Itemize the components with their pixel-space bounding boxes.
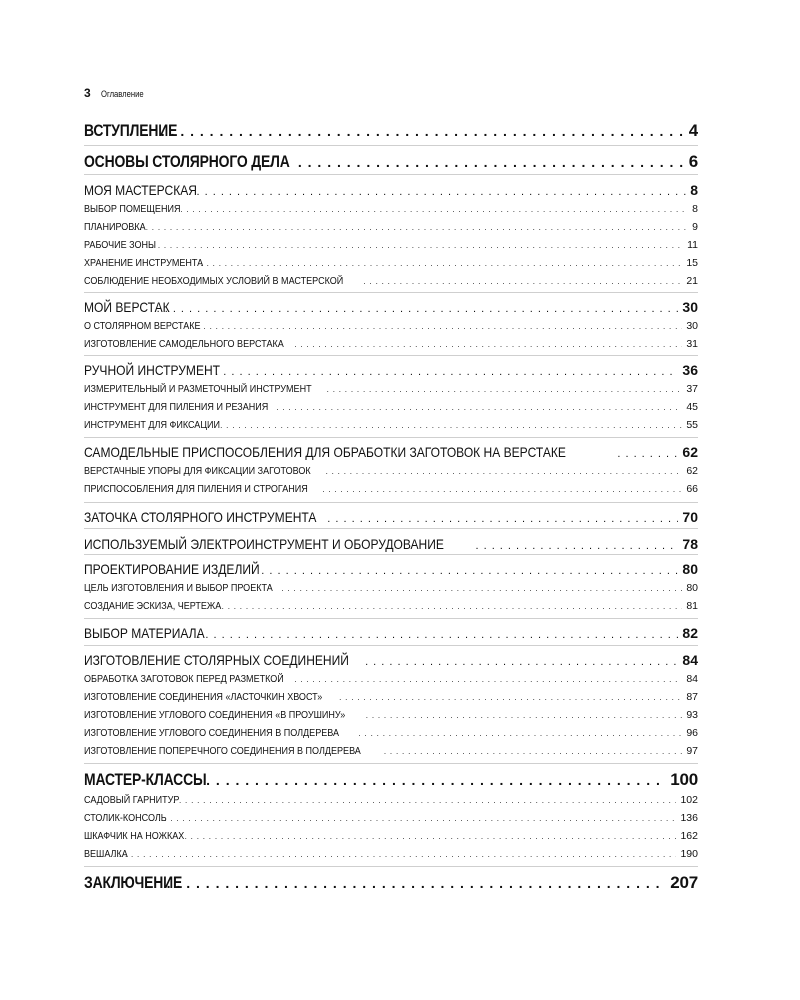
toc-entry-title: ВЕРСТАЧНЫЕ УПОРЫ ДЛЯ ФИКСАЦИИ ЗАГОТОВОК [84, 465, 311, 477]
toc-entry-page: 11 [687, 239, 698, 251]
toc-entry-page: 37 [686, 383, 698, 395]
toc-entry[interactable] [84, 152, 698, 172]
toc-dot-leader [365, 656, 678, 668]
toc-entry-title: ВЫБОР ПОМЕЩЕНИЯ [84, 203, 181, 215]
toc-entry-page: 84 [686, 673, 698, 685]
toc-entry-title: ВСТУПЛЕНИЕ [84, 121, 178, 140]
toc-entry-page: 84 [682, 652, 698, 668]
toc-entry-title: ОСНОВЫ СТОЛЯРНОГО ДЕЛА [84, 152, 290, 171]
toc-entry-page: 30 [686, 320, 698, 332]
toc-dot-leader [188, 186, 686, 198]
toc-entry[interactable] [84, 299, 698, 315]
toc-entry[interactable] [84, 221, 698, 233]
toc-dot-leader [294, 340, 682, 349]
toc-dot-leader [134, 223, 689, 232]
toc-entry[interactable] [84, 561, 698, 577]
toc-entry-page: 45 [686, 401, 698, 413]
toc-dot-leader [322, 485, 682, 494]
toc-dot-leader [359, 729, 683, 738]
toc-dot-leader [220, 421, 682, 430]
toc-entry-page: 190 [680, 848, 698, 860]
toc-dot-leader [366, 711, 683, 720]
section-divider [84, 355, 698, 356]
toc-entry-page: 31 [686, 338, 698, 350]
toc-entry[interactable] [84, 536, 698, 552]
toc-dot-leader [276, 403, 682, 412]
section-divider [84, 554, 698, 555]
toc-dot-leader [261, 565, 678, 577]
toc-entry-title: ШКАФЧИК НА НОЖКАХ [84, 830, 185, 842]
toc-dot-leader [179, 832, 677, 841]
toc-entry-page: 9 [692, 221, 698, 233]
toc-entry[interactable] [84, 727, 698, 739]
toc-entry[interactable] [84, 239, 698, 251]
toc-entry-title: ИСПОЛЬЗУЕМЫЙ ЭЛЕКТРОИНСТРУМЕНТ И ОБОРУДОВАНИЕ [84, 536, 444, 552]
toc-entry[interactable] [84, 873, 698, 893]
toc-entry[interactable] [84, 600, 698, 612]
toc-entry-title: СОЗДАНИЕ ЭСКИЗА, ЧЕРТЕЖА [84, 600, 222, 612]
running-head [84, 86, 151, 100]
toc-entry[interactable] [84, 582, 698, 594]
toc-entry-title: МАСТЕР-КЛАССЫ [84, 770, 207, 789]
toc-entry-title: ИЗГОТОВЛЕНИЕ УГЛОВОГО СОЕДИНЕНИЯ В ПОЛДЕРЕВА [84, 727, 340, 739]
toc-entry-title: ИЗМЕРИТЕЛЬНЫЙ И РАЗМЕТОЧНЫЙ ИНСТРУМЕНТ [84, 383, 312, 395]
toc-entry[interactable] [84, 830, 698, 842]
toc-entry[interactable] [84, 320, 698, 332]
toc-entry-title: ВЕШАЛКА [84, 848, 128, 860]
toc-entry-title: ОБРАБОТКА ЗАГОТОВОК ПЕРЕД РАЗМЕТКОЙ [84, 673, 284, 685]
toc-entry-page: 102 [680, 794, 698, 806]
toc-entry-title: СТОЛИК-КОНСОЛЬ [84, 812, 167, 824]
toc-dot-leader [222, 602, 683, 611]
toc-dot-leader [113, 850, 677, 859]
toc-entry-title: ИНСТРУМЕНТ ДЛЯ ПИЛЕНИЯ И РЕЗАНИЯ [84, 401, 269, 413]
section-divider [84, 292, 698, 293]
toc-entry[interactable] [84, 794, 698, 806]
toc-entry[interactable] [84, 673, 698, 685]
toc-dot-leader [196, 772, 666, 788]
toc-entry-page: 6 [688, 152, 698, 171]
toc-entry-page: 80 [686, 582, 698, 594]
toc-entry[interactable] [84, 444, 698, 460]
toc-entry[interactable] [84, 745, 698, 757]
toc-dot-leader [174, 205, 688, 214]
toc-entry[interactable] [84, 483, 698, 495]
toc-dot-leader [364, 277, 683, 286]
toc-entry[interactable] [84, 257, 698, 269]
toc-entry-page: 100 [670, 770, 698, 789]
toc-entry-title: МОЙ ВЕРСТАК [84, 299, 170, 315]
toc-dot-leader [197, 629, 678, 641]
toc-dot-leader [167, 875, 667, 891]
toc-entry-title: ЦЕЛЬ ИЗГОТОВЛЕНИЯ И ВЫБОР ПРОЕКТА [84, 582, 273, 594]
section-divider [84, 618, 698, 619]
toc-dot-leader [327, 513, 678, 525]
toc-dot-leader [157, 303, 679, 315]
section-divider [84, 645, 698, 646]
toc-entry-title: ВЫБОР МАТЕРИАЛА [84, 625, 205, 641]
toc-entry-title: ЗАТОЧКА СТОЛЯРНОГО ИНСТРУМЕНТА [84, 509, 317, 525]
toc-entry[interactable] [84, 848, 698, 860]
toc-entry-page: 36 [682, 362, 698, 378]
toc-entry-title: ПРИСПОСОБЛЕНИЯ ДЛЯ ПИЛЕНИЯ И СТРОГАНИЯ [84, 483, 308, 495]
toc-dot-leader [475, 540, 678, 552]
toc-entry[interactable] [84, 465, 698, 477]
toc-entry[interactable] [84, 770, 698, 790]
toc-entry-title: САМОДЕЛЬНЫЕ ПРИСПОСОБЛЕНИЯ ДЛЯ ОБРАБОТКИ ЗАГОТОВОК НА ВЕРСТАКЕ [84, 444, 566, 460]
toc-entry-title: ИНСТРУМЕНТ ДЛЯ ФИКСАЦИИ [84, 419, 221, 431]
toc-dot-leader [158, 814, 676, 823]
toc-entry-title: ИЗГОТОВЛЕНИЕ ПОПЕРЕЧНОГО СОЕДИНЕНИЯ В ПОЛДЕРЕВА [84, 745, 361, 757]
toc-entry-title: ИЗГОТОВЛЕНИЕ САМОДЕЛЬНОГО ВЕРСТАКА [84, 338, 284, 350]
toc-entry-page: 87 [686, 691, 698, 703]
toc-entry-title: ИЗГОТОВЛЕНИЕ СОЕДИНЕНИЯ «ЛАСТОЧКИН ХВОСТ» [84, 691, 323, 703]
toc-dot-leader [173, 796, 677, 805]
toc-entry-title: ЗАКЛЮЧЕНИЕ [84, 873, 183, 892]
toc-entry-title: МОЯ МАСТЕРСКАЯ [84, 182, 197, 198]
toc-entry-page: 78 [682, 536, 698, 552]
toc-entry-page: 8 [690, 182, 698, 198]
section-divider [84, 528, 698, 529]
section-divider [84, 145, 698, 146]
toc-entry-title: ИЗГОТОВЛЕНИЕ УГЛОВОГО СОЕДИНЕНИЯ «В ПРОУШИНУ» [84, 709, 346, 721]
toc-entry-page: 62 [682, 444, 698, 460]
toc-entry[interactable] [84, 338, 698, 350]
toc-dot-leader [327, 385, 683, 394]
toc-dot-leader [298, 154, 685, 170]
toc-entry-page: 136 [680, 812, 698, 824]
toc-entry-page: 55 [686, 419, 698, 431]
toc-entry-title: ХРАНЕНИЕ ИНСТРУМЕНТА [84, 257, 204, 269]
toc-entry[interactable] [84, 383, 698, 395]
toc-dot-leader [326, 467, 683, 476]
toc-entry-title: О СТОЛЯРНОМ ВЕРСТАКЕ [84, 320, 201, 332]
section-divider [84, 437, 698, 438]
toc-entry[interactable] [84, 812, 698, 824]
toc-entry-page: 82 [682, 625, 698, 641]
toc-dot-leader [281, 584, 682, 593]
toc-dot-leader [201, 259, 683, 268]
toc-entry[interactable] [84, 275, 698, 287]
toc-entry-title: РУЧНОЙ ИНСТРУМЕНТ [84, 362, 221, 378]
section-divider [84, 866, 698, 867]
toc-entry-page: 15 [686, 257, 698, 269]
toc-dot-leader [294, 675, 682, 684]
running-title: Оглавление [100, 89, 144, 99]
section-divider [84, 502, 698, 503]
toc-entry[interactable] [84, 401, 698, 413]
toc-entry-page: 70 [682, 509, 698, 525]
toc-entry-page: 96 [686, 727, 698, 739]
toc-dot-leader [215, 366, 678, 378]
toc-entry[interactable] [84, 509, 698, 525]
toc-dot-leader [198, 322, 683, 331]
toc-entry-page: 93 [686, 709, 698, 721]
toc-entry-page: 81 [686, 600, 698, 612]
toc-dot-leader [146, 241, 683, 250]
toc-entry-title: САДОВЫЙ ГАРНИТУР [84, 794, 180, 806]
toc-entry[interactable] [84, 182, 698, 198]
toc-entry[interactable] [84, 203, 698, 215]
toc-entry-page: 8 [692, 203, 698, 215]
toc-entry[interactable] [84, 625, 698, 641]
toc-entry[interactable] [84, 419, 698, 431]
section-divider [84, 174, 698, 175]
toc-entry[interactable] [84, 652, 698, 668]
toc-entry-title: ПРОЕКТИРОВАНИЕ ИЗДЕЛИЙ [84, 561, 260, 577]
toc-entry[interactable] [84, 691, 698, 703]
toc-entry-page: 162 [680, 830, 698, 842]
toc-dot-leader [617, 448, 678, 460]
toc-entry[interactable] [84, 362, 698, 378]
toc-entry-title: СОБЛЮДЕНИЕ НЕОБХОДИМЫХ УСЛОВИЙ В МАСТЕРСКОЙ [84, 275, 344, 287]
toc-entry-title: РАБОЧИЕ ЗОНЫ [84, 239, 157, 251]
toc-entry[interactable] [84, 121, 698, 141]
toc-dot-leader [161, 123, 685, 139]
toc-entry-page: 62 [686, 465, 698, 477]
toc-entry-page: 80 [682, 561, 698, 577]
toc-entry-page: 4 [688, 121, 698, 140]
toc-entry-page: 97 [686, 745, 698, 757]
toc-dot-leader [384, 747, 682, 756]
toc-entry-title: ПЛАНИРОВКА [84, 221, 146, 233]
toc-entry[interactable] [84, 709, 698, 721]
page-number: 3 [84, 86, 91, 100]
toc-entry-title: ИЗГОТОВЛЕНИЕ СТОЛЯРНЫХ СОЕДИНЕНИЙ [84, 652, 349, 668]
toc-entry-page: 207 [670, 873, 698, 892]
toc-entry-page: 21 [686, 275, 698, 287]
section-divider [84, 763, 698, 764]
toc-entry-page: 30 [682, 299, 698, 315]
toc-entry-page: 66 [686, 483, 698, 495]
toc-dot-leader [339, 693, 682, 702]
